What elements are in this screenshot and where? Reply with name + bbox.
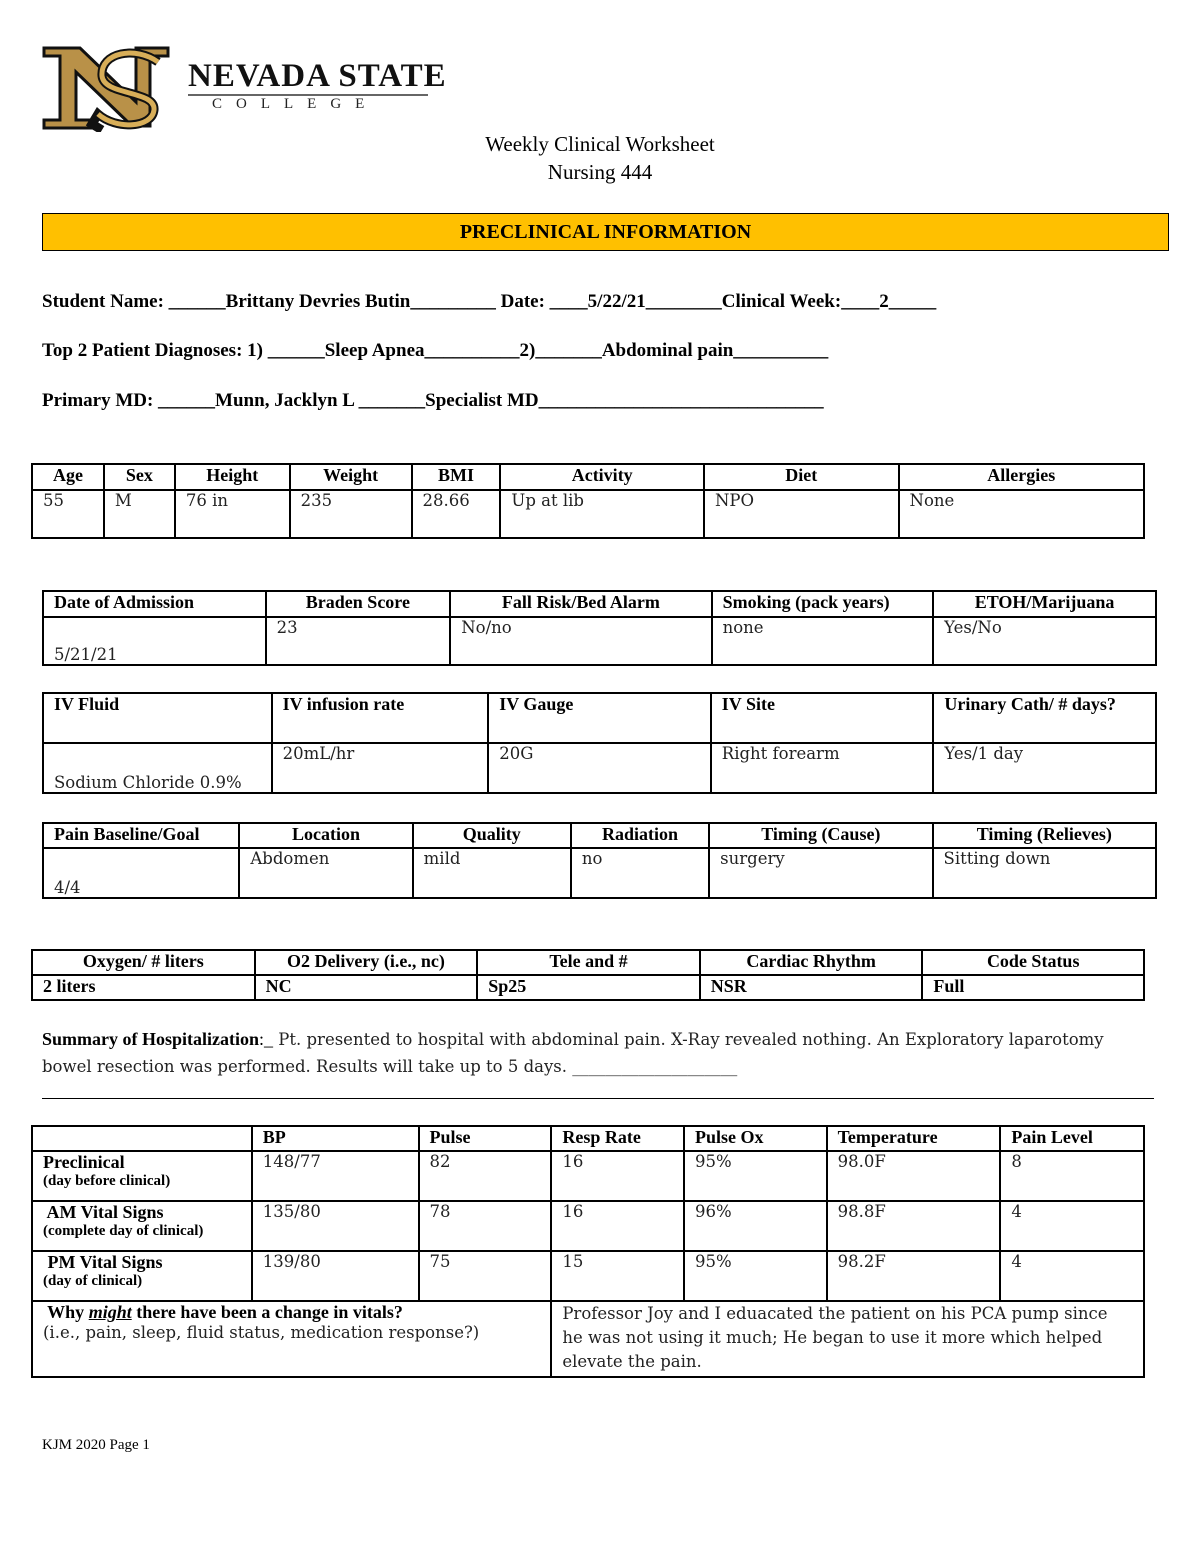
value-smoking: none xyxy=(712,617,934,665)
header-urinary-cath: Urinary Cath/ # days? xyxy=(933,693,1156,743)
course-title: Nursing 444 xyxy=(547,160,653,184)
header-cardiac-rhythm: Cardiac Rhythm xyxy=(700,950,923,975)
value-resp-rate: 16 xyxy=(551,1151,684,1201)
header-activity: Activity xyxy=(500,464,704,490)
admission-table xyxy=(42,590,1157,666)
header-pain-baseline: Pain Baseline/Goal xyxy=(43,823,239,848)
college-logo xyxy=(40,40,447,132)
header-allergies: Allergies xyxy=(899,464,1145,490)
value-pulse: 78 xyxy=(419,1201,552,1251)
value-activity: Up at lib xyxy=(500,490,704,538)
hospitalization-summary xyxy=(42,1026,1142,1080)
page-title: Weekly Clinical Worksheet xyxy=(485,132,715,156)
value-quality: mild xyxy=(413,848,571,898)
md-line: Primary MD: ______Munn, Jacklyn L _______Specialist MD______________________________ xyxy=(42,390,824,411)
table-row xyxy=(32,1151,1144,1201)
header-etoh: ETOH/Marijuana xyxy=(933,591,1156,617)
vitals-table xyxy=(31,1125,1145,1378)
value-tele: Sp25 xyxy=(477,975,700,1000)
value-o2-delivery: NC xyxy=(255,975,478,1000)
header-radiation: Radiation xyxy=(571,823,709,848)
header-tele: Tele and # xyxy=(477,950,700,975)
value-temperature: 98.8F xyxy=(827,1201,1001,1251)
header-sex: Sex xyxy=(104,464,175,490)
header-diet: Diet xyxy=(704,464,899,490)
value-age: 55 xyxy=(32,490,104,538)
header-o2-delivery: O2 Delivery (i.e., nc) xyxy=(255,950,478,975)
header-bp: BP xyxy=(252,1126,419,1151)
header-iv-rate: IV infusion rate xyxy=(272,693,489,743)
value-pulse-ox: 95% xyxy=(684,1151,827,1201)
value-resp-rate: 16 xyxy=(551,1201,684,1251)
value-bp: 135/80 xyxy=(252,1201,419,1251)
header-smoking: Smoking (pack years) xyxy=(712,591,934,617)
row-label-am-vitals: AM Vital Signs (complete day of clinical) xyxy=(32,1201,252,1251)
value-radiation: no xyxy=(571,848,709,898)
value-fall-risk: No/no xyxy=(450,617,711,665)
value-pain-level: 8 xyxy=(1000,1151,1144,1201)
value-allergies: None xyxy=(899,490,1145,538)
header-fall-risk: Fall Risk/Bed Alarm xyxy=(450,591,711,617)
header-oxygen: Oxygen/ # liters xyxy=(32,950,255,975)
header-code-status: Code Status xyxy=(922,950,1144,975)
value-sex: M xyxy=(104,490,175,538)
diagnoses-line: Top 2 Patient Diagnoses: 1) ______Sleep Apnea__________2)_______Abdominal pain__________ xyxy=(42,340,829,361)
value-cardiac-rhythm: NSR xyxy=(700,975,923,1000)
value-iv-gauge: 20G xyxy=(488,743,711,793)
value-timing-cause: surgery xyxy=(709,848,932,898)
header-iv-site: IV Site xyxy=(711,693,934,743)
header-location: Location xyxy=(239,823,412,848)
preclinical-banner: PRECLINICAL INFORMATION xyxy=(42,213,1169,251)
value-height: 76 in xyxy=(175,490,290,538)
header-timing-cause: Timing (Cause) xyxy=(709,823,932,848)
summary-label: Summary of Hospitalization xyxy=(42,1029,260,1049)
value-pain-level: 4 xyxy=(1000,1251,1144,1301)
value-diet: NPO xyxy=(704,490,899,538)
table-row xyxy=(32,1301,1144,1377)
value-pulse: 82 xyxy=(419,1151,552,1201)
value-pain-level: 4 xyxy=(1000,1201,1144,1251)
header-blank xyxy=(32,1126,252,1151)
header-resp-rate: Resp Rate xyxy=(551,1126,684,1151)
summary-text: Pt. presented to hospital with abdominal pain. X-Ray revealed nothing. An Exploratory laparotomy bowel resection was performed. Results will take up to 5 days. ____________________ xyxy=(42,1030,1104,1076)
header-quality: Quality xyxy=(413,823,571,848)
value-iv-site: Right forearm xyxy=(711,743,934,793)
value-pulse-ox: 96% xyxy=(684,1201,827,1251)
header-temperature: Temperature xyxy=(827,1126,1001,1151)
value-etoh: Yes/No xyxy=(933,617,1156,665)
iv-table xyxy=(42,692,1157,794)
summary-separator: :_ xyxy=(259,1029,274,1049)
header-iv-fluid: IV Fluid xyxy=(43,693,272,743)
value-bp: 148/77 xyxy=(252,1151,419,1201)
header-pain-level: Pain Level xyxy=(1000,1126,1144,1151)
header-bmi: BMI xyxy=(412,464,501,490)
college-name: NEVADA STATE xyxy=(188,58,447,94)
row-label-pm-vitals: PM Vital Signs (day of clinical) xyxy=(32,1251,252,1301)
header-height: Height xyxy=(175,464,290,490)
value-iv-rate: 20mL/hr xyxy=(272,743,489,793)
value-location: Abdomen xyxy=(239,848,412,898)
value-temperature: 98.2F xyxy=(827,1251,1001,1301)
value-bp: 139/80 xyxy=(252,1251,419,1301)
value-pulse-ox: 95% xyxy=(684,1251,827,1301)
header-pulse: Pulse xyxy=(419,1126,552,1151)
value-pulse: 75 xyxy=(419,1251,552,1301)
pain-table xyxy=(42,822,1157,899)
value-resp-rate: 15 xyxy=(551,1251,684,1301)
student-line: Student Name: ______Brittany Devries Butin_________ Date: ____5/22/21________Clinical Week:____2_____ xyxy=(42,291,937,312)
value-timing-relieves: Sitting down xyxy=(933,848,1156,898)
value-urinary-cath: Yes/1 day xyxy=(933,743,1156,793)
vitals-change-question: Why might there have been a change in vitals? (i.e., pain, sleep, fluid status, medication response?) xyxy=(32,1301,551,1377)
oxygen-table xyxy=(31,949,1145,1001)
ns-monogram-icon xyxy=(40,40,180,132)
value-iv-fluid: Sodium Chloride 0.9% xyxy=(43,743,272,793)
value-bmi: 28.66 xyxy=(412,490,501,538)
header-iv-gauge: IV Gauge xyxy=(488,693,711,743)
header-timing-relieves: Timing (Relieves) xyxy=(933,823,1156,848)
college-subtitle: COLLEGE xyxy=(212,96,379,112)
section-divider xyxy=(42,1098,1154,1099)
vitals-change-answer: Professor Joy and I eduacated the patient on his PCA pump since he was not using it much; He began to use it more which helped elevate the pain. xyxy=(551,1301,1144,1377)
page-footer: KJM 2020 Page 1 xyxy=(42,1437,150,1453)
value-temperature: 98.0F xyxy=(827,1151,1001,1201)
table-row xyxy=(32,1251,1144,1301)
row-label-preclinical: Preclinical (day before clinical) xyxy=(32,1151,252,1201)
header-age: Age xyxy=(32,464,104,490)
header-admission-date: Date of Admission xyxy=(43,591,266,617)
header-pulse-ox: Pulse Ox xyxy=(684,1126,827,1151)
value-weight: 235 xyxy=(290,490,412,538)
value-pain-baseline: 4/4 xyxy=(43,848,239,898)
header-weight: Weight xyxy=(290,464,412,490)
value-braden: 23 xyxy=(266,617,451,665)
table-row xyxy=(32,1201,1144,1251)
value-admission-date: 5/21/21 xyxy=(43,617,266,665)
value-oxygen: 2 liters xyxy=(32,975,255,1000)
demographics-table xyxy=(31,463,1145,539)
value-code-status: Full xyxy=(922,975,1144,1000)
header-braden: Braden Score xyxy=(266,591,451,617)
